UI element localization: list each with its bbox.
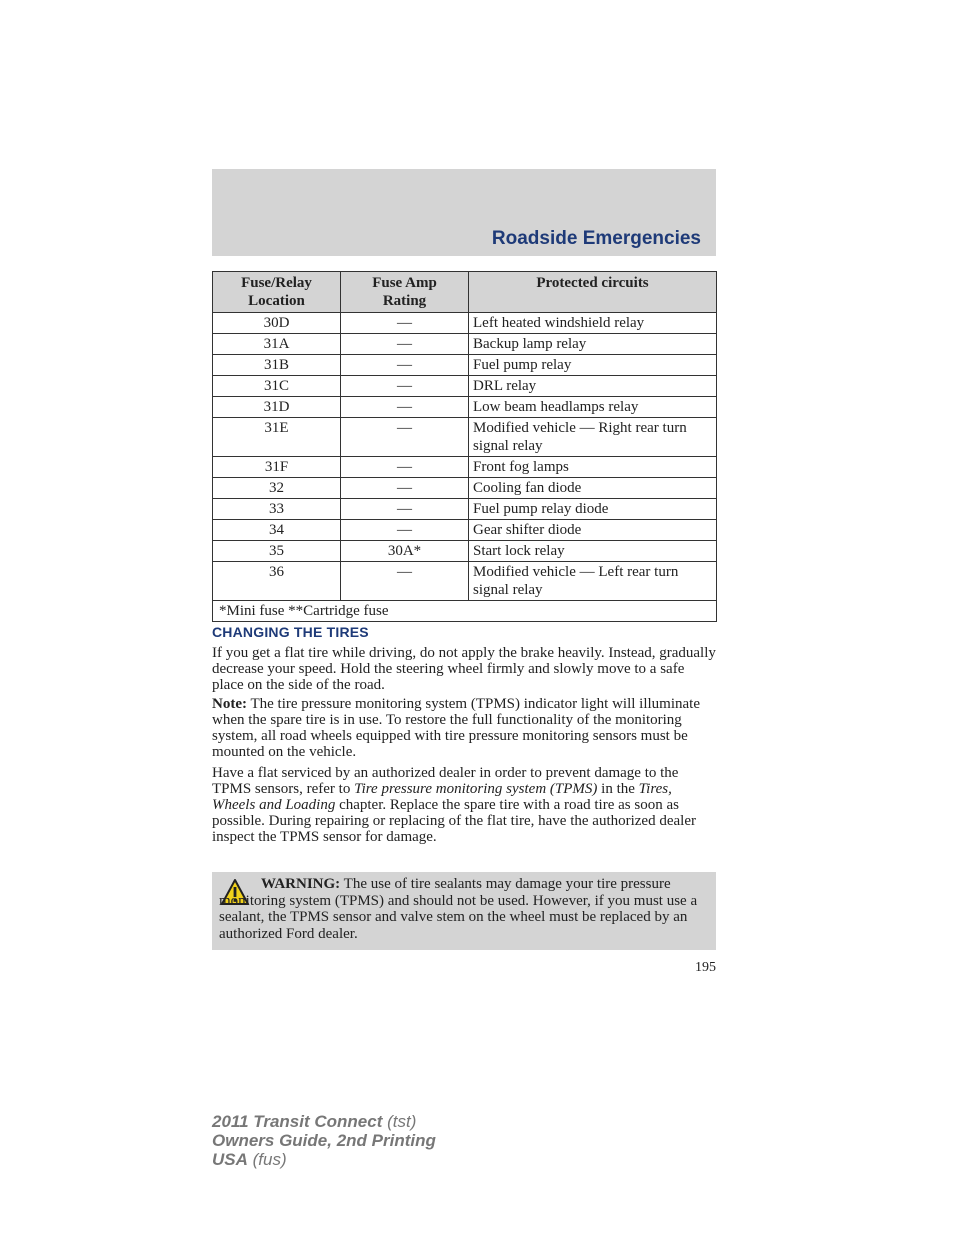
footer-line-1 bbox=[212, 1112, 436, 1131]
fuse-location-cell: 32 bbox=[213, 478, 341, 499]
fuse-table-footnote-row bbox=[213, 601, 717, 622]
footer-market: USA bbox=[212, 1150, 248, 1169]
fuse-table-row bbox=[213, 499, 717, 520]
fuse-rating-cell: — bbox=[341, 397, 469, 418]
fuse-rating-cell: — bbox=[341, 418, 469, 457]
fuse-table-row bbox=[213, 397, 717, 418]
fuse-location-cell: 31F bbox=[213, 457, 341, 478]
footer-line-2 bbox=[212, 1131, 436, 1150]
footer-line-3 bbox=[212, 1150, 436, 1169]
reference-tpms: Tire pressure monitoring system (TPMS) bbox=[354, 781, 598, 797]
fuse-table-row bbox=[213, 418, 717, 457]
fuse-rating-cell: — bbox=[341, 457, 469, 478]
service-text-part1: Have a flat serviced by an authorized dealer in order to prevent damage to the TPMS sensors, refer to bbox=[212, 765, 679, 797]
fuse-rating-cell: — bbox=[341, 334, 469, 355]
fuse-location-cell: 31C bbox=[213, 376, 341, 397]
protected-circuit-cell: Fuel pump relay bbox=[469, 355, 717, 376]
page-number: 195 bbox=[695, 960, 716, 975]
service-text-part3: chapter. Replace the spare tire with a road tire as soon as possible. During repairing or replacing of the flat tire, have the authorized dealer inspect the TPMS sensor for damage. bbox=[212, 797, 696, 845]
fuse-table-row bbox=[213, 520, 717, 541]
document-footer bbox=[212, 1112, 436, 1169]
protected-circuit-cell: Modified vehicle — Left rear turn signal relay bbox=[469, 562, 717, 601]
fuse-rating-cell: — bbox=[341, 478, 469, 499]
reference-tires-chapter: Tires, Wheels and Loading bbox=[212, 781, 672, 813]
fuse-table-header-row bbox=[213, 272, 717, 313]
fuse-location-cell: 34 bbox=[213, 520, 341, 541]
footer-model: 2011 Transit Connect bbox=[212, 1112, 383, 1131]
fuse-location-cell: 31E bbox=[213, 418, 341, 457]
header-line: Rating bbox=[382, 293, 427, 309]
fuse-location-cell: 35 bbox=[213, 541, 341, 562]
fuse-location-cell: 31B bbox=[213, 355, 341, 376]
fuse-table-row bbox=[213, 376, 717, 397]
footer-guide: Owners Guide, 2nd Printing bbox=[212, 1131, 436, 1150]
protected-circuit-cell: Modified vehicle — Right rear turn signal relay bbox=[469, 418, 717, 457]
protected-circuit-cell: Start lock relay bbox=[469, 541, 717, 562]
protected-circuit-cell: Fuel pump relay diode bbox=[469, 499, 717, 520]
header-line: Fuse Amp bbox=[372, 275, 437, 291]
fuse-rating-cell: — bbox=[341, 355, 469, 376]
fuse-location-cell: 31D bbox=[213, 397, 341, 418]
fuse-table bbox=[212, 271, 717, 622]
fuse-table-row bbox=[213, 313, 717, 334]
paragraph-note bbox=[212, 696, 716, 760]
fuse-location-cell: 36 bbox=[213, 562, 341, 601]
protected-circuit-cell: Gear shifter diode bbox=[469, 520, 717, 541]
fuse-table-row bbox=[213, 478, 717, 499]
protected-circuit-cell: DRL relay bbox=[469, 376, 717, 397]
header-line: Fuse/Relay bbox=[241, 275, 312, 291]
header-fuse-relay-location bbox=[213, 272, 341, 313]
warning-box bbox=[212, 872, 716, 950]
fuse-rating-cell: — bbox=[341, 313, 469, 334]
paragraph-flat-tire: If you get a flat tire while driving, do not apply the brake heavily. Instead, gradually decrease your speed. Hold the steering wheel firmly and slowly move to a safe place on the side of the road. bbox=[212, 645, 716, 693]
protected-circuit-cell: Left heated windshield relay bbox=[469, 313, 717, 334]
protected-circuit-cell: Front fog lamps bbox=[469, 457, 717, 478]
service-text-part2: in the bbox=[601, 781, 635, 797]
protected-circuit-cell: Cooling fan diode bbox=[469, 478, 717, 499]
fuse-location-cell: 31A bbox=[213, 334, 341, 355]
warning-label: WARNING: bbox=[261, 876, 341, 892]
fuse-table-row bbox=[213, 562, 717, 601]
fuse-location-cell: 33 bbox=[213, 499, 341, 520]
paragraph-service bbox=[212, 765, 716, 845]
fuse-rating-cell: — bbox=[341, 376, 469, 397]
fuse-location-cell: 30D bbox=[213, 313, 341, 334]
fuse-table-body bbox=[213, 313, 717, 601]
fuse-table-row bbox=[213, 541, 717, 562]
fuse-table-row bbox=[213, 355, 717, 376]
warning-text bbox=[219, 876, 711, 942]
section-title: Roadside Emergencies bbox=[491, 228, 701, 249]
fuse-table-footnote: *Mini fuse **Cartridge fuse bbox=[213, 601, 717, 622]
fuse-table-row bbox=[213, 334, 717, 355]
fuse-rating-cell: — bbox=[341, 520, 469, 541]
protected-circuit-cell: Backup lamp relay bbox=[469, 334, 717, 355]
protected-circuit-cell: Low beam headlamps relay bbox=[469, 397, 717, 418]
note-text: The tire pressure monitoring system (TPMS) indicator light will illuminate when the spare tire is in use. To restore the full functionality of the monitoring system, all road wheels equipped with tire pressure monitoring sensors must be mounted on the vehicle. bbox=[212, 696, 700, 760]
header-fuse-amp-rating bbox=[341, 272, 469, 313]
footer-model-code: (tst) bbox=[387, 1112, 417, 1131]
fuse-rating-cell: — bbox=[341, 562, 469, 601]
fuse-rating-cell: 30A* bbox=[341, 541, 469, 562]
warning-body: The use of tire sealants may damage your tire pressure monitoring system (TPMS) and should not be used. However, if you must use a sealant, the TPMS sensor and valve stem on the wheel must be replaced by an authorized Ford dealer. bbox=[219, 876, 698, 942]
section-heading: CHANGING THE TIRES bbox=[212, 624, 369, 640]
note-label: Note: bbox=[212, 696, 247, 712]
header-protected-circuits: Protected circuits bbox=[469, 272, 717, 313]
section-header-band bbox=[212, 169, 716, 256]
footer-market-code: (fus) bbox=[252, 1150, 287, 1169]
header-line: Location bbox=[248, 293, 305, 309]
fuse-table-row bbox=[213, 457, 717, 478]
fuse-rating-cell: — bbox=[341, 499, 469, 520]
